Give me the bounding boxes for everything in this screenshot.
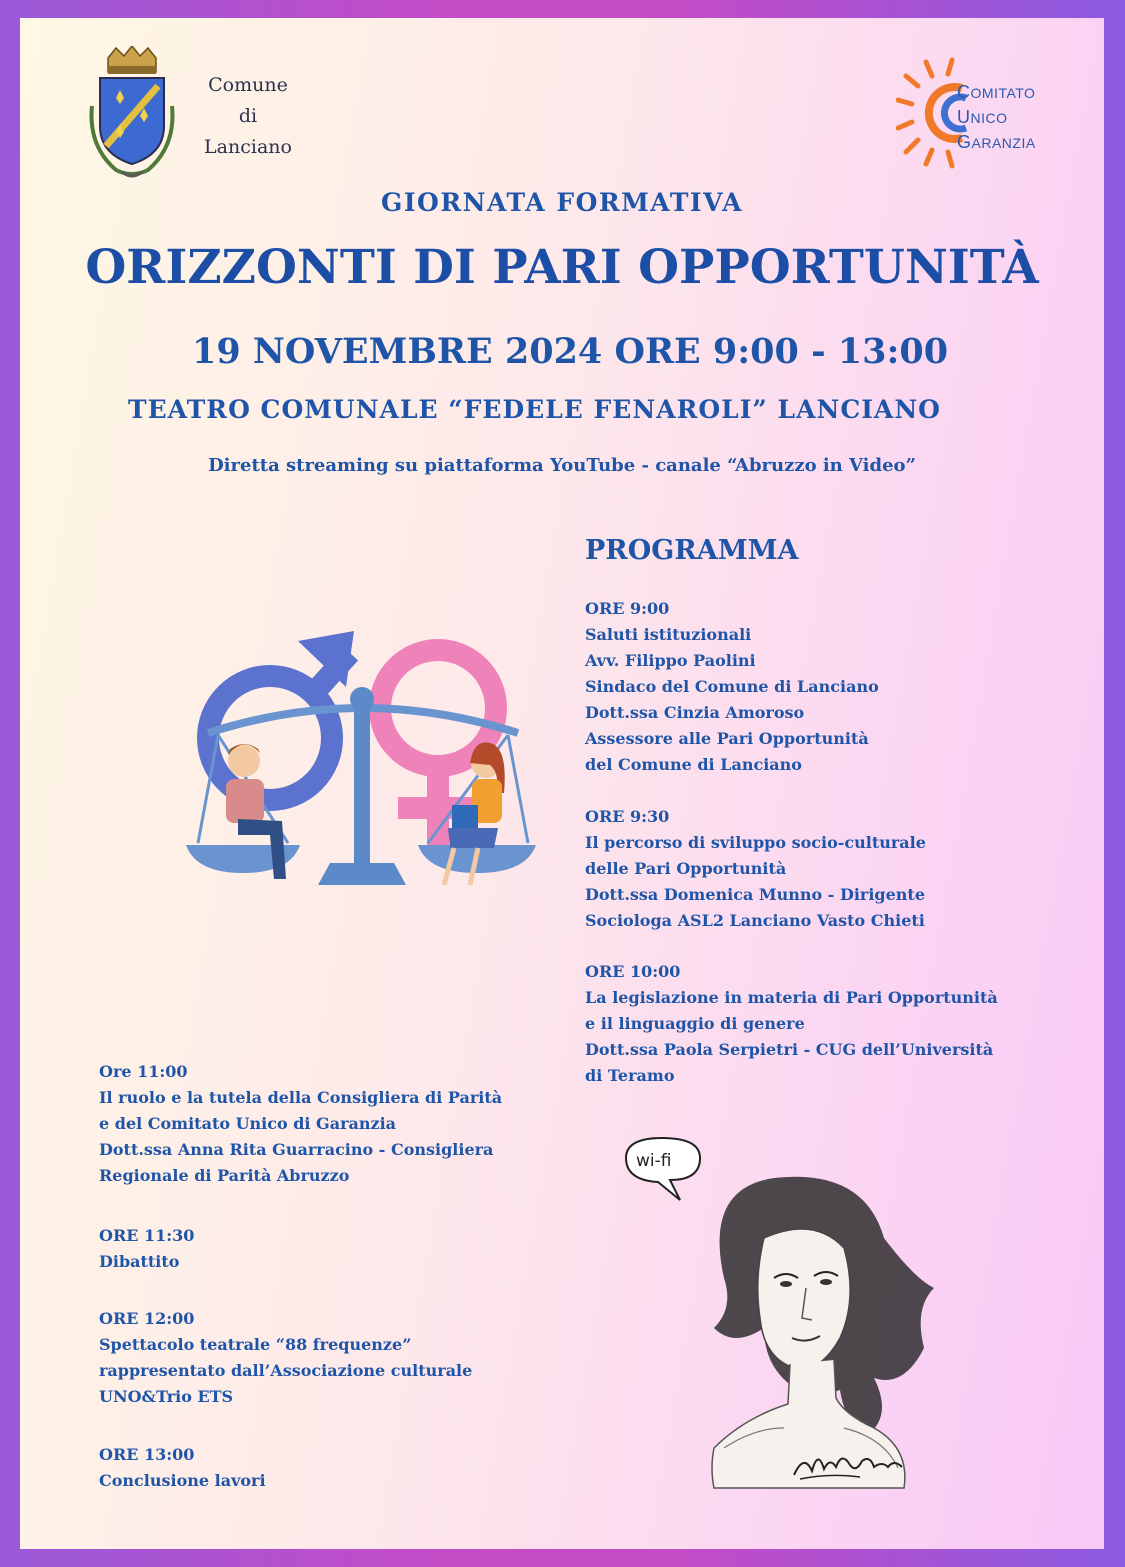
cug-name: COMITATO UNICO GARANZIA: [957, 82, 1036, 152]
streaming-info: Diretta streaming su piattaforma YouTube - canale “Abruzzo in Video”: [208, 455, 916, 476]
event-date: 19 NOVEMBRE 2024 ORE 9:00 - 13:00: [192, 331, 949, 372]
program-block-1300: ORE 13:00 Conclusione lavori: [99, 1445, 266, 1490]
program-block-1200: ORE 12:00 Spettacolo teatrale “88 frequenze” rappresentato dall’Associazione culturale UNO&Trio ETS: [99, 1309, 473, 1406]
gender-equality-scale-illustration: [178, 623, 538, 893]
event-venue: TEATRO COMUNALE “FEDELE FENAROLI” LANCIANO: [128, 395, 941, 424]
program-block-0900: ORE 9:00 Saluti istituzionali Avv. Filippo Paolini Sindaco del Comune di Lanciano Dott.ssa Cinzia Amoroso Assessore alle Pari Opportunità del Comune di Lanciano: [585, 599, 879, 774]
signature-scribble: [790, 1443, 910, 1483]
program-title: PROGRAMMA: [585, 535, 799, 566]
coat-of-arms-icon: [86, 46, 178, 182]
program-block-1130: ORE 11:30 Dibattito: [99, 1226, 195, 1271]
event-title: ORIZZONTI DI PARI OPPORTUNITÀ: [85, 240, 1039, 295]
program-block-0930: ORE 9:30 Il percorso di sviluppo socio-culturale delle Pari Opportunità Dott.ssa Domenica Munno - Dirigente Sociologa ASL2 Lanciano Vasto Chieti: [585, 807, 926, 930]
event-kicker: GIORNATA FORMATIVA: [381, 188, 743, 217]
comune-name: Comune di Lanciano: [204, 74, 292, 158]
speech-bubble-text: wi-fi: [636, 1151, 672, 1171]
flyer: [20, 18, 1104, 1549]
program-block-1100: Ore 11:00 Il ruolo e la tutela della Consigliera di Parità e del Comitato Unico di Garanzia Dott.ssa Anna Rita Guarracino - Consigliera Regionale di Parità Abruzzo: [99, 1062, 503, 1185]
program-block-1000: ORE 10:00 La legislazione in materia di Pari Opportunità e il linguaggio di genere Dott.ssa Paola Serpietri - CUG dell’Università di Teramo: [585, 962, 998, 1085]
